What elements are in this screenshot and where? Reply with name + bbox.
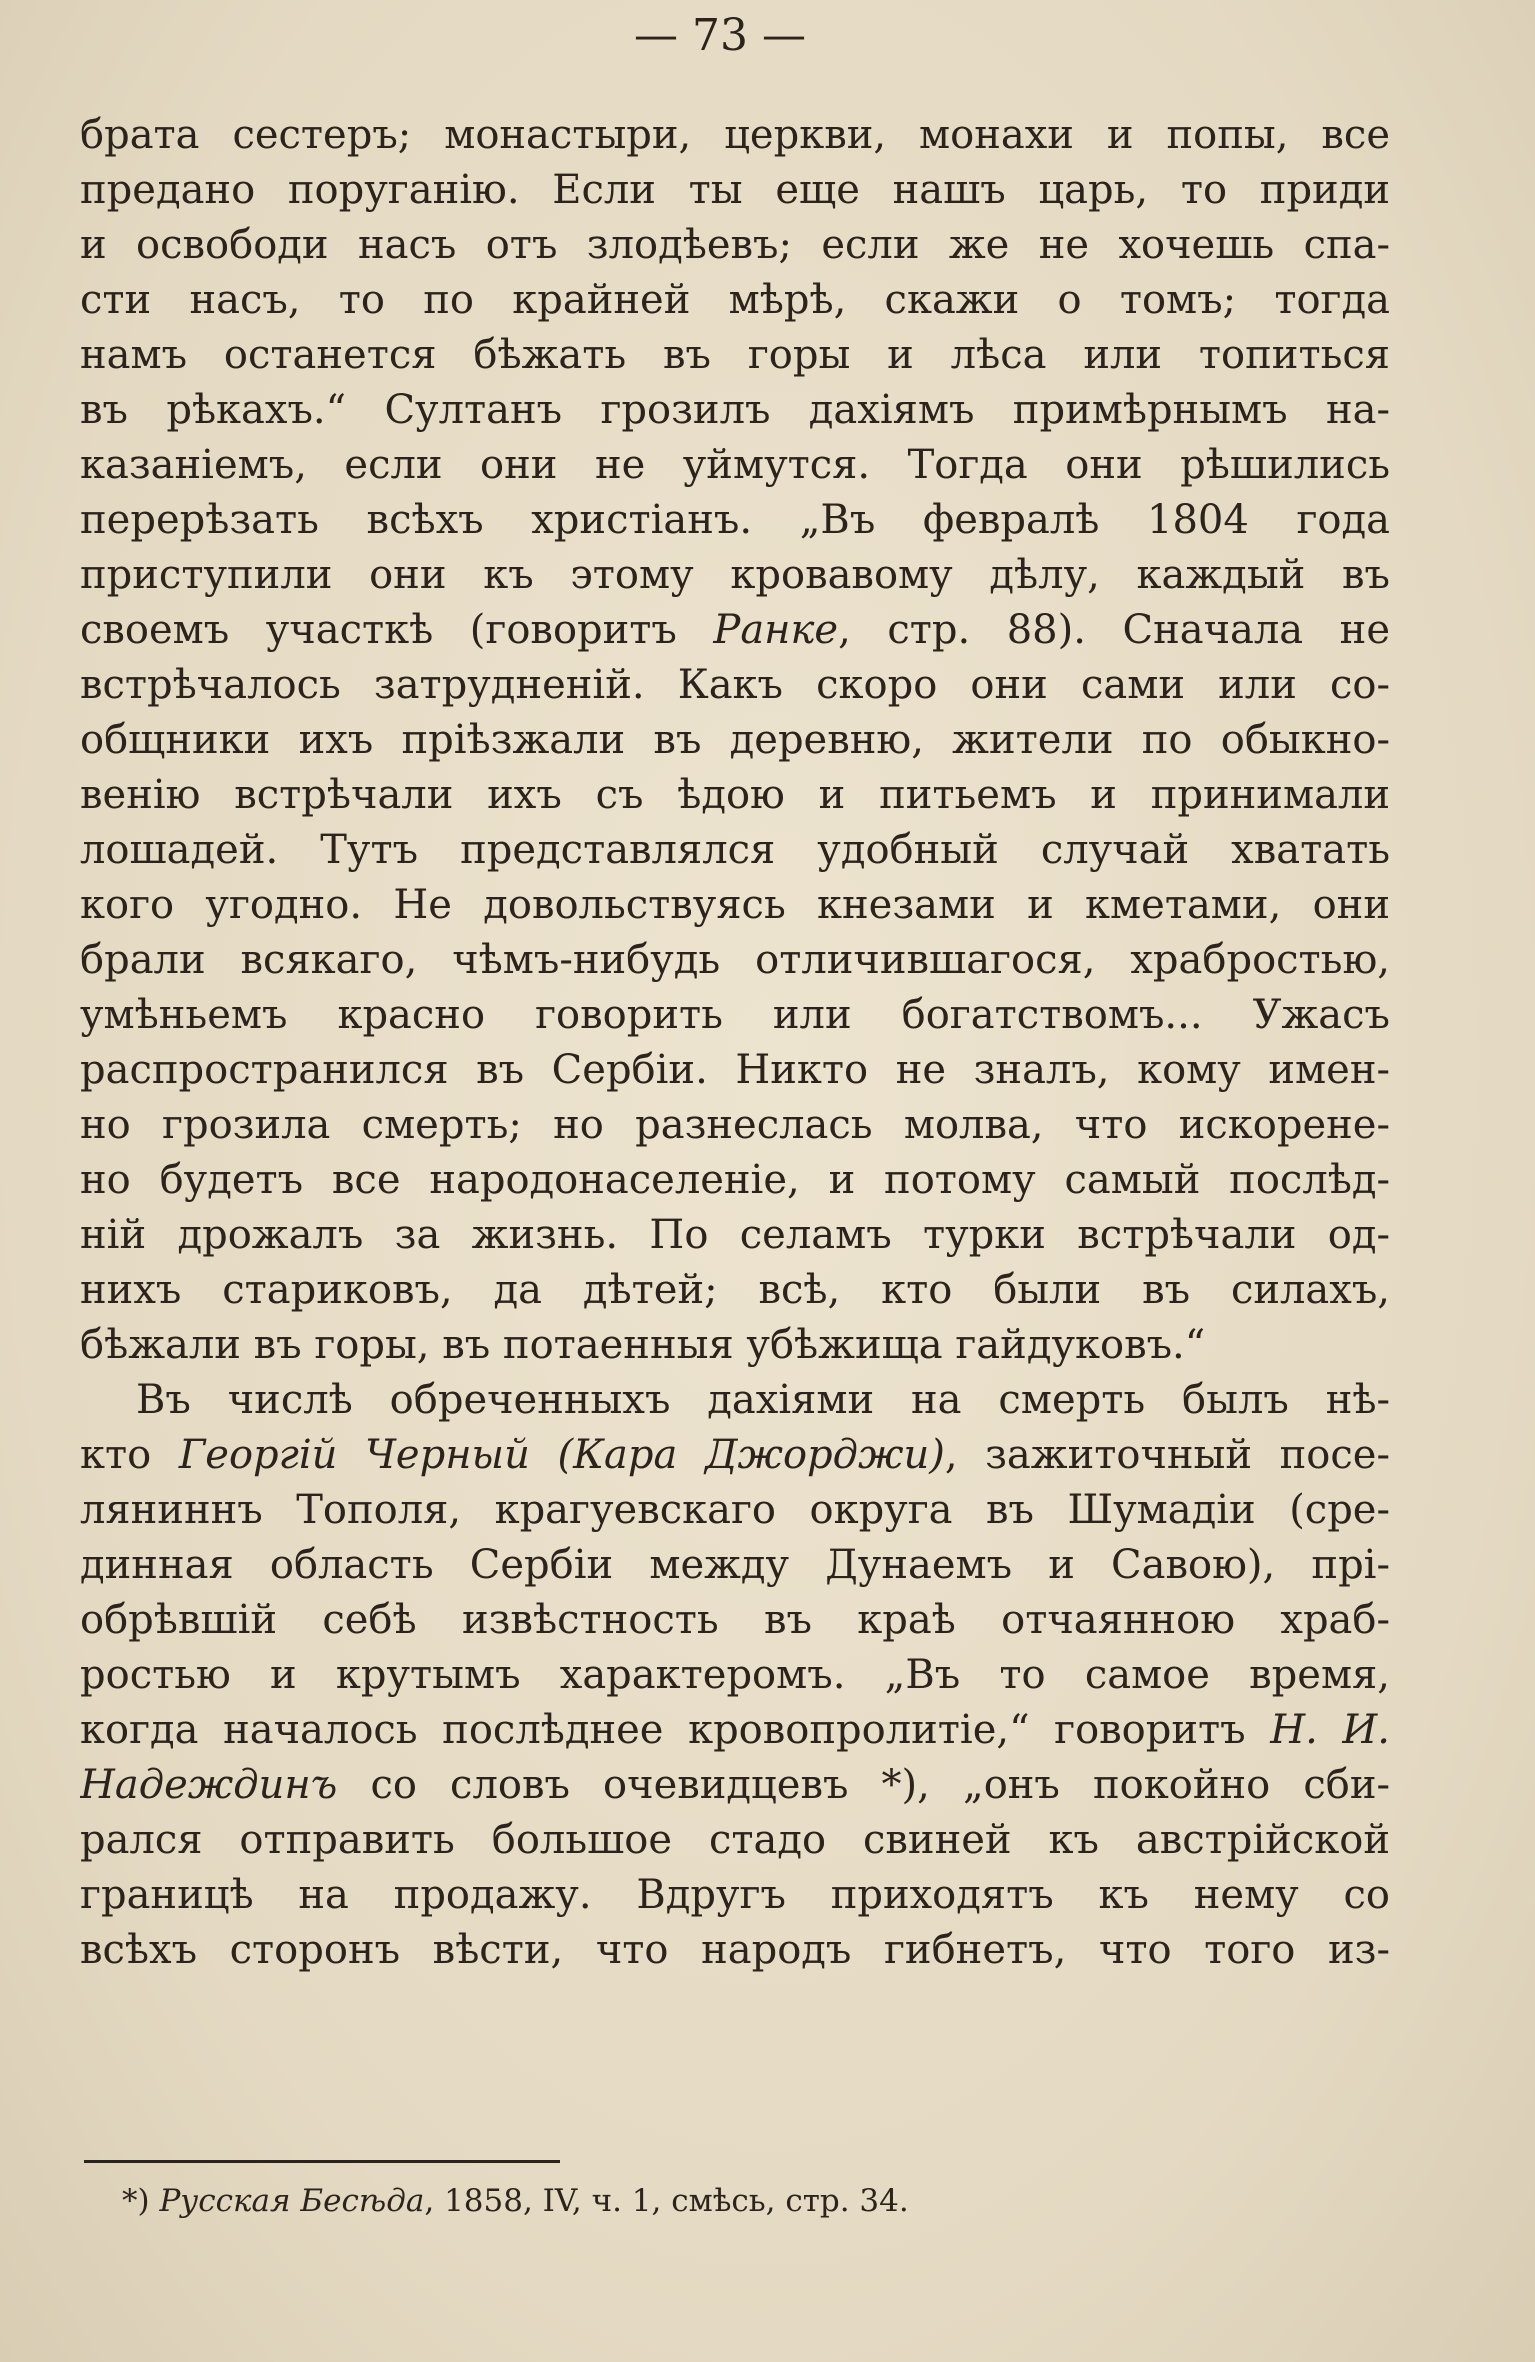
text-line bbox=[80, 1428, 1390, 1483]
text-line bbox=[80, 1703, 1390, 1758]
text-line: сти насъ, то по крайней мѣрѣ, скажи о томъ; тогда bbox=[80, 277, 1390, 323]
text-line: нихъ стариковъ, да дѣтей; всѣ, кто были въ силахъ, bbox=[80, 1267, 1390, 1313]
text-line: бѣжали въ горы, въ потаенныя убѣжища гайдуковъ.“ bbox=[80, 1322, 1206, 1368]
footnote-marker: *) bbox=[122, 2183, 160, 2219]
footnote-source-details: , 1858, IV, ч. 1, смѣсь, стр. 34. bbox=[424, 2183, 909, 2219]
text-line: брали всякаго, чѣмъ-нибудь отличившагося, храбростью, bbox=[80, 937, 1390, 983]
text-line: но грозила смерть; но разнеслась молва, что искорене- bbox=[80, 1102, 1390, 1148]
text-line: границѣ на продажу. Вдругъ приходятъ къ нему со bbox=[80, 1872, 1390, 1918]
footnote-source-title: Русская Бесѣда bbox=[159, 2183, 425, 2219]
text-line: умѣньемъ красно говорить или богатствомъ... Ужасъ bbox=[80, 992, 1390, 1038]
text-line: ляниннъ Тополя, крагуевскаго округа въ Шумадіи (сре- bbox=[80, 1487, 1390, 1533]
text-line: приступили они къ этому кровавому дѣлу, каждый въ bbox=[80, 552, 1390, 598]
page-number: — 73 — bbox=[634, 10, 806, 61]
text-fragment: , зажиточный посе- bbox=[944, 1432, 1390, 1478]
text-line bbox=[80, 1758, 1390, 1813]
italic-name-ranke: Ранке bbox=[713, 607, 839, 653]
text-line: намъ останется бѣжать въ горы и лѣса или топиться bbox=[80, 332, 1390, 378]
text-line: въ рѣкахъ.“ Султанъ грозилъ дахіямъ примѣрнымъ на- bbox=[80, 387, 1390, 433]
text-fragment: когда началось послѣднее кровопролитіе,“ говоритъ bbox=[80, 1707, 1271, 1753]
text-line: но будетъ все народонаселеніе, и потому самый послѣд- bbox=[80, 1157, 1390, 1203]
italic-initials: Н. И. bbox=[1270, 1707, 1390, 1753]
italic-name-karageorge: Георгій Черный (Кара Джорджи) bbox=[178, 1432, 945, 1478]
text-fragment: кто bbox=[80, 1432, 179, 1478]
text-line: встрѣчалось затрудненій. Какъ скоро они сами или со- bbox=[80, 662, 1390, 708]
text-line: Въ числѣ обреченныхъ дахіями на смерть былъ нѣ- bbox=[136, 1377, 1390, 1423]
text-line: и освободи насъ отъ злодѣевъ; если же не хочешь спа- bbox=[80, 222, 1390, 268]
text-line: рался отправить большое стадо свиней къ австрійской bbox=[80, 1817, 1390, 1863]
text-line: общники ихъ пріѣзжали въ деревню, жители по обыкно- bbox=[80, 717, 1390, 763]
text-fragment: со словъ очевидцевъ *), „онъ покойно сби- bbox=[337, 1762, 1390, 1808]
text-line: казаніемъ, если они не уймутся. Тогда они рѣшились bbox=[80, 442, 1390, 488]
text-line bbox=[80, 603, 1390, 658]
footnote-rule bbox=[84, 2160, 560, 2163]
text-line: перерѣзать всѣхъ христіанъ. „Въ февралѣ 1804 года bbox=[80, 497, 1390, 543]
italic-name-nadezhdin: Надеждинъ bbox=[80, 1762, 338, 1808]
text-fragment: , стр. 88). Сначала не bbox=[838, 607, 1390, 653]
text-line: ній дрожалъ за жизнь. По селамъ турки встрѣчали од- bbox=[80, 1212, 1390, 1258]
footnote bbox=[122, 2179, 909, 2223]
text-line: всѣхъ сторонъ вѣсти, что народъ гибнетъ, что того из- bbox=[80, 1927, 1390, 1973]
text-line: ростью и крутымъ характеромъ. „Въ то самое время, bbox=[80, 1652, 1390, 1698]
text-line: венію встрѣчали ихъ съ ѣдою и питьемъ и принимали bbox=[80, 772, 1390, 818]
text-fragment: своемъ участкѣ (говоритъ bbox=[80, 607, 714, 653]
text-line: предано поруганію. Если ты еще нашъ царь, то приди bbox=[80, 167, 1390, 213]
text-line: распространился въ Сербіи. Никто не зналъ, кому имен- bbox=[80, 1047, 1390, 1093]
text-line: динная область Сербіи между Дунаемъ и Савою), прі- bbox=[80, 1542, 1390, 1588]
text-line: брата сестеръ; монастыри, церкви, монахи и попы, все bbox=[80, 112, 1390, 158]
text-line: кого угодно. Не довольствуясь кнезами и кметами, они bbox=[80, 882, 1390, 928]
text-line: обрѣвшій себѣ извѣстность въ краѣ отчаянною храб- bbox=[80, 1597, 1390, 1643]
text-line: лошадей. Тутъ представлялся удобный случай хватать bbox=[80, 827, 1390, 873]
body-text bbox=[80, 108, 1390, 1978]
